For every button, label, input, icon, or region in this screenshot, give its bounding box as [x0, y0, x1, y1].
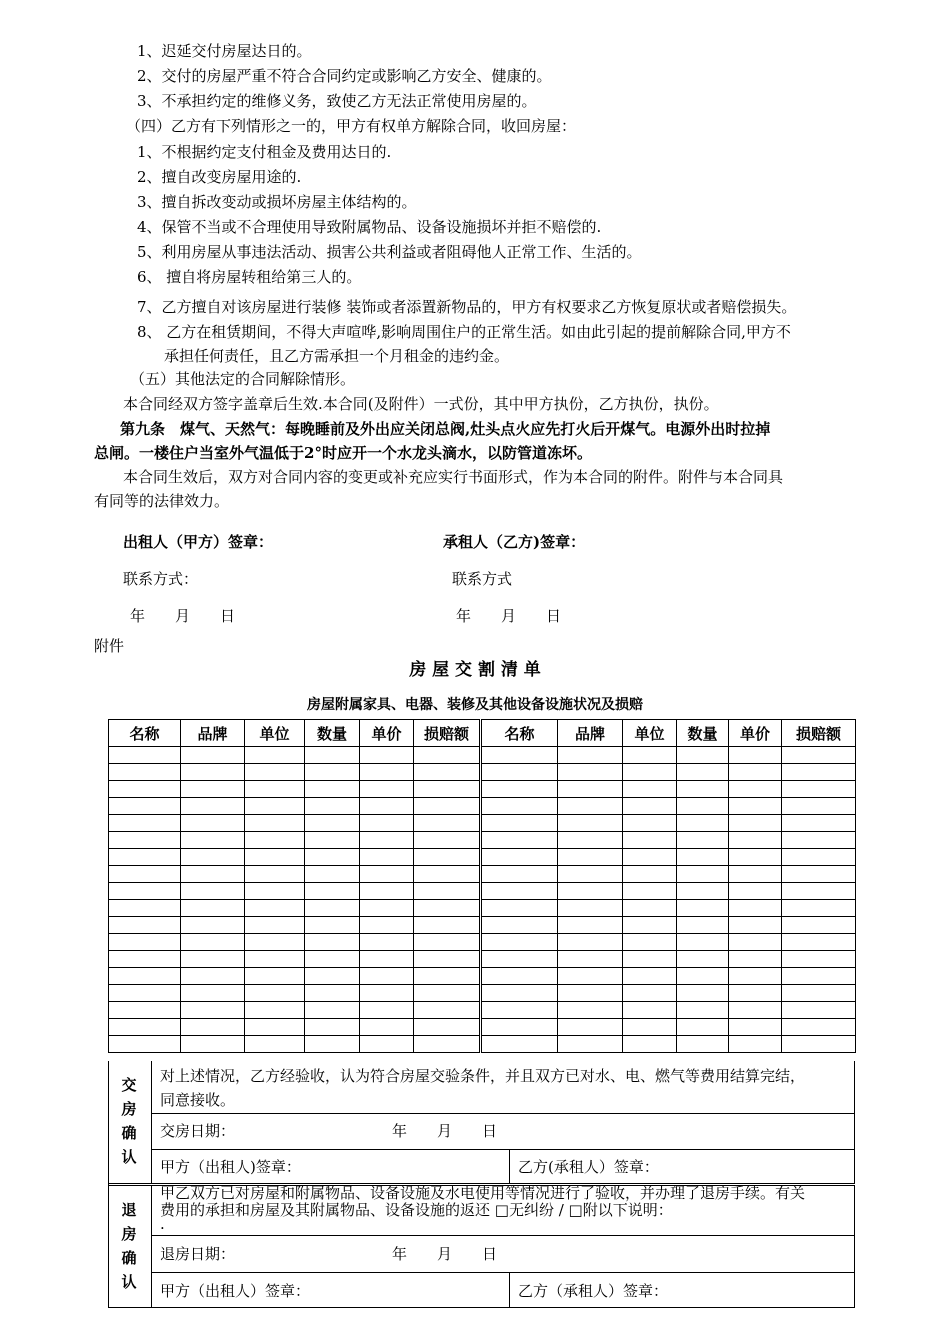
table-cell [729, 1019, 782, 1036]
table-cell [623, 798, 677, 815]
col-header-damage: 损赔额 [414, 720, 481, 747]
table-cell [782, 764, 856, 781]
table-cell [109, 781, 181, 798]
table-cell [558, 1019, 623, 1036]
table-cell [109, 883, 181, 900]
clause-b-3: 3、擅自拆改变动或损坏房屋主体结构的。 [137, 193, 417, 211]
table-cell [305, 781, 360, 798]
table-cell [623, 934, 677, 951]
col-header-price-2: 单价 [729, 720, 782, 747]
table-cell [558, 815, 623, 832]
article-nine-line2: 总闸。一楼住户当室外气温低于2°时应开一个水龙头滴水，以防管道冻坏。 [94, 444, 592, 462]
amend-line1: 本合同生效后，双方对合同内容的变更或补充应实行书面形式，作为本合同的附件。附件与本合同具 [123, 468, 784, 486]
table-cell [623, 781, 677, 798]
col-header-unit: 单位 [245, 720, 305, 747]
table-cell [245, 798, 305, 815]
table-cell [558, 747, 623, 764]
table-cell [360, 764, 414, 781]
table-cell [305, 815, 360, 832]
table-cell [305, 798, 360, 815]
table-cell [782, 815, 856, 832]
table-cell [305, 968, 360, 985]
clause-b-8-line2: 承担任何责任，且乙方需承担一个月租金的违约金。 [164, 347, 510, 365]
table-cell [623, 968, 677, 985]
attachment-label: 附件 [94, 637, 125, 655]
table-cell [481, 951, 558, 968]
table-cell [360, 815, 414, 832]
return-lessee-sign: 乙方（承租人）签章： [518, 1282, 669, 1300]
table-row [109, 781, 856, 798]
table-cell [677, 1002, 729, 1019]
table-cell [414, 781, 481, 798]
table-cell [245, 866, 305, 883]
table-cell [245, 849, 305, 866]
table-cell [782, 832, 856, 849]
table-cell [481, 764, 558, 781]
table-cell [558, 900, 623, 917]
table-cell [677, 849, 729, 866]
table-cell [245, 934, 305, 951]
table-cell [481, 883, 558, 900]
section-four-heading: （四）乙方有下列情形之一的，甲方有权单方解除合同，收回房屋： [126, 117, 577, 135]
table-header-row [109, 720, 856, 747]
table-cell [729, 866, 782, 883]
handover-date-label: 交房日期： [160, 1122, 236, 1140]
table-cell [481, 917, 558, 934]
table-cell [481, 1019, 558, 1036]
table-cell [729, 849, 782, 866]
table-cell [481, 934, 558, 951]
list-subtitle: 房屋附属家具、电器、装修及其他设备设施状况及损赔 [307, 697, 643, 713]
col-header-brand: 品牌 [181, 720, 245, 747]
list-title: 房 屋 交 割 清 单 [409, 660, 541, 680]
table-cell [181, 815, 245, 832]
return-statement-line3: . [160, 1215, 165, 1233]
table-cell [481, 815, 558, 832]
table-cell [305, 917, 360, 934]
table-cell [623, 832, 677, 849]
table-cell [109, 934, 181, 951]
table-cell [245, 951, 305, 968]
table-cell [245, 900, 305, 917]
table-row [109, 815, 856, 832]
table-cell [481, 798, 558, 815]
table-cell [109, 849, 181, 866]
table-cell [782, 781, 856, 798]
table-cell [782, 934, 856, 951]
table-cell [181, 968, 245, 985]
table-cell [481, 968, 558, 985]
table-cell [414, 798, 481, 815]
table-row [109, 832, 856, 849]
table-cell [623, 747, 677, 764]
lessor-sign-label: 出租人（甲方）签章： [123, 533, 274, 551]
table-cell [181, 832, 245, 849]
table-cell [623, 815, 677, 832]
table-cell [481, 1036, 558, 1053]
table-cell [109, 917, 181, 934]
table-cell [360, 883, 414, 900]
table-cell [677, 934, 729, 951]
lessor-contact: 联系方式： [123, 570, 199, 588]
table-cell [305, 747, 360, 764]
table-cell [245, 883, 305, 900]
table-cell [245, 832, 305, 849]
col-header-quantity: 数量 [305, 720, 360, 747]
handover-lessee-sign: 乙方(承租人）签章： [518, 1158, 659, 1176]
handover-sign-divider [509, 1149, 510, 1183]
handover-divider-2 [151, 1149, 855, 1150]
table-cell [782, 985, 856, 1002]
table-cell [360, 1002, 414, 1019]
table-cell [414, 1036, 481, 1053]
table-cell [558, 883, 623, 900]
table-cell [305, 985, 360, 1002]
table-cell [558, 951, 623, 968]
table-cell [623, 764, 677, 781]
table-cell [729, 951, 782, 968]
table-cell [245, 815, 305, 832]
table-cell [305, 951, 360, 968]
table-cell [623, 849, 677, 866]
table-cell [360, 1036, 414, 1053]
table-row [109, 900, 856, 917]
table-row [109, 934, 856, 951]
table-cell [729, 764, 782, 781]
return-divider-2 [151, 1272, 855, 1273]
table-cell [305, 1019, 360, 1036]
table-cell [305, 866, 360, 883]
table-cell [558, 849, 623, 866]
handover-divider-1 [151, 1113, 855, 1114]
table-cell [360, 951, 414, 968]
table-cell [245, 781, 305, 798]
table-cell [623, 951, 677, 968]
table-row [109, 866, 856, 883]
table-cell [414, 951, 481, 968]
table-cell [623, 883, 677, 900]
table-cell [481, 1002, 558, 1019]
table-cell [677, 883, 729, 900]
handover-label-divider [151, 1061, 152, 1183]
table-cell [181, 764, 245, 781]
return-lessor-sign: 甲方（出租人）签章： [160, 1282, 311, 1300]
table-cell [414, 1019, 481, 1036]
table-cell [109, 866, 181, 883]
clause-b-6: 6、 擅自将房屋转租给第三人的。 [137, 268, 362, 286]
table-cell [729, 917, 782, 934]
lessee-contact: 联系方式 [452, 570, 513, 588]
table-cell [782, 968, 856, 985]
table-cell [360, 747, 414, 764]
return-statement-line2: 费用的承担和房屋及其附属物品、设备设施的返还 □无纠纷 / □附以下说明： [160, 1201, 673, 1219]
amend-line2: 有同等的法律效力。 [94, 492, 230, 510]
table-cell [729, 798, 782, 815]
table-cell [729, 1002, 782, 1019]
table-cell [677, 1019, 729, 1036]
table-cell [558, 917, 623, 934]
table-cell [729, 968, 782, 985]
table-cell [481, 985, 558, 1002]
table-cell [481, 781, 558, 798]
table-cell [305, 1036, 360, 1053]
table-cell [305, 1002, 360, 1019]
table-cell [305, 883, 360, 900]
table-cell [109, 798, 181, 815]
table-cell [677, 985, 729, 1002]
table-cell [558, 832, 623, 849]
table-cell [181, 985, 245, 1002]
table-cell [360, 781, 414, 798]
return-divider-1 [151, 1235, 855, 1236]
table-cell [729, 985, 782, 1002]
table-cell [414, 849, 481, 866]
table-cell [623, 866, 677, 883]
table-row [109, 747, 856, 764]
clause-b-4: 4、保管不当或不合理使用导致附属物品、设备设施损坏并拒不赔偿的. [137, 218, 602, 236]
table-cell [782, 951, 856, 968]
table-cell [677, 968, 729, 985]
table-cell [414, 917, 481, 934]
table-row [109, 764, 856, 781]
table-cell [414, 968, 481, 985]
table-cell [558, 798, 623, 815]
table-cell [677, 815, 729, 832]
table-cell [782, 917, 856, 934]
table-cell [360, 900, 414, 917]
table-cell [181, 951, 245, 968]
table-cell [245, 917, 305, 934]
table-cell [558, 1002, 623, 1019]
clause-b-1: 1、不根据约定支付租金及费用达日的. [137, 143, 392, 161]
col-header-brand-2: 品牌 [558, 720, 623, 747]
table-cell [109, 764, 181, 781]
table-cell [305, 934, 360, 951]
handover-date-value: 年 月 日 [392, 1122, 498, 1140]
table-cell [360, 798, 414, 815]
clause-b-8-line1: 8、 乙方在租赁期间，不得大声喧哗,影响周围住户的正常生活。如由此引起的提前解除合同,甲方不 [137, 323, 791, 341]
handover-statement-line1: 对上述情况，乙方经验收，认为符合房屋交验条件，并且双方已对水、电、燃气等费用结算完结， [160, 1067, 806, 1085]
table-cell [623, 917, 677, 934]
table-cell [677, 832, 729, 849]
table-cell [729, 883, 782, 900]
table-cell [414, 934, 481, 951]
table-cell [109, 832, 181, 849]
table-cell [558, 866, 623, 883]
table-cell [782, 849, 856, 866]
return-label-divider [151, 1185, 152, 1308]
table-cell [623, 1002, 677, 1019]
table-cell [109, 1002, 181, 1019]
table-cell [109, 747, 181, 764]
effect-clause: 本合同经双方签字盖章后生效.本合同(及附件）一式份，其中甲方执份，乙方执份，执份。 [123, 395, 719, 413]
return-date-value: 年 月 日 [392, 1245, 498, 1263]
col-header-name-2: 名称 [481, 720, 558, 747]
table-cell [558, 934, 623, 951]
table-row [109, 798, 856, 815]
table-cell [481, 832, 558, 849]
table-cell [414, 900, 481, 917]
clause-a-1: 1、迟延交付房屋达日的。 [137, 42, 312, 60]
table-cell [729, 900, 782, 917]
handover-label: 交 房 确 认 [121, 1076, 137, 1166]
table-cell [558, 985, 623, 1002]
table-row [109, 968, 856, 985]
table-cell [181, 934, 245, 951]
table-cell [782, 798, 856, 815]
handover-lessor-sign: 甲方（出租人)签章： [160, 1158, 301, 1176]
table-cell [360, 849, 414, 866]
table-cell [109, 1036, 181, 1053]
col-header-price: 单价 [360, 720, 414, 747]
table-cell [782, 747, 856, 764]
table-cell [181, 900, 245, 917]
col-header-name: 名称 [109, 720, 181, 747]
table-cell [414, 815, 481, 832]
table-cell [360, 934, 414, 951]
table-cell [414, 747, 481, 764]
table-cell [181, 866, 245, 883]
table-row [109, 1036, 856, 1053]
table-cell [305, 764, 360, 781]
table-cell [109, 951, 181, 968]
table-cell [481, 866, 558, 883]
table-cell [623, 1019, 677, 1036]
table-cell [782, 883, 856, 900]
table-row [109, 1019, 856, 1036]
clause-a-2: 2、交付的房屋严重不符合合同约定或影响乙方安全、健康的。 [137, 67, 552, 85]
table-cell [481, 747, 558, 764]
table-cell [414, 866, 481, 883]
table-cell [729, 934, 782, 951]
table-cell [245, 764, 305, 781]
col-header-damage-2: 损赔额 [782, 720, 856, 747]
table-cell [782, 1019, 856, 1036]
table-cell [360, 866, 414, 883]
article-nine-line1: 第九条 煤气、天然气：每晚睡前及外出应关闭总阀,灶头点火应先打火后开煤气。电源外出时拉掉 [120, 420, 771, 438]
table-cell [729, 747, 782, 764]
table-cell [414, 832, 481, 849]
table-cell [481, 900, 558, 917]
table-cell [245, 747, 305, 764]
table-cell [305, 849, 360, 866]
clause-b-5: 5、利用房屋从事违法活动、损害公共利益或者阻碍他人正常工作、生活的。 [137, 243, 642, 261]
table-cell [181, 1002, 245, 1019]
table-cell [109, 815, 181, 832]
table-cell [109, 968, 181, 985]
table-cell [360, 985, 414, 1002]
table-cell [481, 849, 558, 866]
lessee-sign-label: 承租人（乙方)签章： [443, 533, 586, 551]
table-row [109, 883, 856, 900]
table-cell [558, 764, 623, 781]
table-row [109, 1002, 856, 1019]
table-row [109, 951, 856, 968]
table-cell [181, 849, 245, 866]
inventory-table [108, 719, 856, 1053]
table-cell [181, 747, 245, 764]
lessee-date: 年 月 日 [456, 607, 562, 625]
handover-statement-line2: 同意接收。 [160, 1091, 236, 1109]
table-cell [245, 1036, 305, 1053]
col-header-unit-2: 单位 [623, 720, 677, 747]
table-cell [414, 764, 481, 781]
table-cell [109, 900, 181, 917]
table-cell [414, 883, 481, 900]
table-cell [677, 951, 729, 968]
table-cell [729, 832, 782, 849]
col-header-quantity-2: 数量 [677, 720, 729, 747]
table-cell [109, 985, 181, 1002]
table-cell [782, 900, 856, 917]
table-cell [677, 1036, 729, 1053]
table-cell [677, 917, 729, 934]
section-five: （五）其他法定的合同解除情形。 [130, 370, 356, 388]
table-cell [677, 900, 729, 917]
table-cell [181, 798, 245, 815]
table-cell [414, 1002, 481, 1019]
return-label: 退 房 确 认 [121, 1201, 137, 1291]
table-cell [677, 781, 729, 798]
clause-b-7: 7、乙方擅自对该房屋进行装修 装饰或者添置新物品的，甲方有权要求乙方恢复原状或者赔偿损失。 [137, 298, 797, 316]
return-statement-line1: 甲乙双方已对房屋和附属物品、设备设施及水电使用等情况进行了验收，并办理了退房手续。有关 [160, 1184, 806, 1202]
return-sign-divider [509, 1272, 510, 1308]
table-cell [558, 781, 623, 798]
table-cell [677, 764, 729, 781]
table-cell [414, 985, 481, 1002]
table-cell [109, 1019, 181, 1036]
table-cell [245, 1019, 305, 1036]
table-cell [782, 1036, 856, 1053]
table-cell [623, 1036, 677, 1053]
lessor-date: 年 月 日 [130, 607, 236, 625]
clause-a-3: 3、不承担约定的维修义务，致使乙方无法正常使用房屋的。 [137, 92, 537, 110]
table-cell [677, 747, 729, 764]
table-cell [245, 1002, 305, 1019]
table-cell [181, 917, 245, 934]
table-cell [360, 968, 414, 985]
table-cell [729, 781, 782, 798]
table-cell [729, 815, 782, 832]
table-cell [181, 883, 245, 900]
clause-b-2: 2、擅自改变房屋用途的. [137, 168, 302, 186]
table-cell [305, 900, 360, 917]
return-date-label: 退房日期： [160, 1245, 236, 1263]
table-cell [677, 866, 729, 883]
table-cell [360, 917, 414, 934]
table-row [109, 849, 856, 866]
table-cell [245, 985, 305, 1002]
table-cell [245, 968, 305, 985]
table-cell [782, 866, 856, 883]
table-cell [181, 1019, 245, 1036]
table-cell [305, 832, 360, 849]
table-cell [558, 1036, 623, 1053]
table-cell [729, 1036, 782, 1053]
table-cell [677, 798, 729, 815]
table-cell [360, 1019, 414, 1036]
table-cell [558, 968, 623, 985]
table-cell [623, 900, 677, 917]
table-row [109, 917, 856, 934]
table-cell [360, 832, 414, 849]
table-cell [181, 781, 245, 798]
table-cell [181, 1036, 245, 1053]
table-cell [623, 985, 677, 1002]
table-row [109, 985, 856, 1002]
table-cell [782, 1002, 856, 1019]
